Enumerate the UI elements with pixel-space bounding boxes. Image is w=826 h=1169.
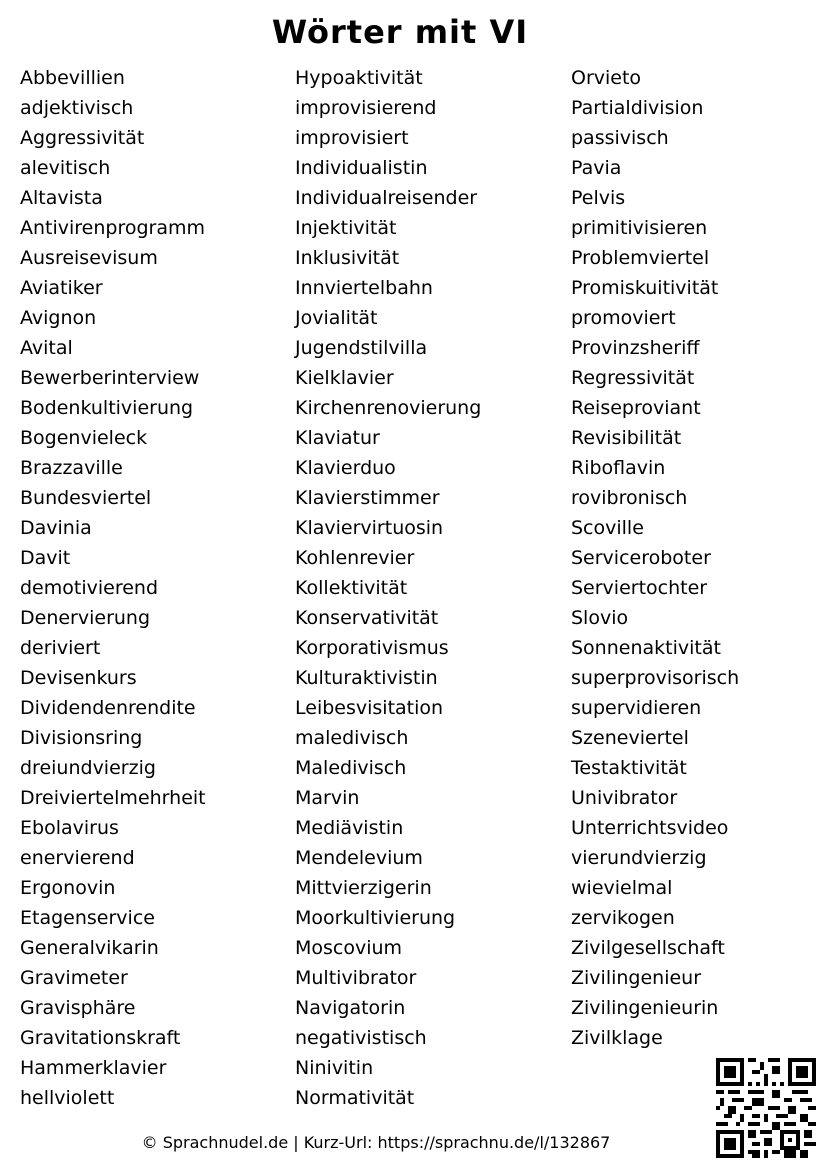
word-item: Devisenkurs [20, 667, 137, 689]
word-item: Unterrichtsvideo [571, 817, 729, 839]
word-column-2 [295, 63, 481, 1113]
word-item: Avital [20, 337, 73, 359]
word-item: Regressivität [571, 367, 695, 389]
word-item: Revisibilität [571, 427, 682, 449]
word-item: Bogenvieleck [20, 427, 148, 449]
word-item: Normativität [295, 1087, 415, 1109]
word-item: Kulturaktivistin [295, 667, 438, 689]
word-item: Mediävistin [295, 817, 404, 839]
word-item: improvisierend [295, 97, 437, 119]
word-item: Hammerklavier [20, 1057, 167, 1079]
word-item: Denervierung [20, 607, 151, 629]
word-item: Injektivität [295, 217, 397, 239]
word-item: Riboflavin [571, 457, 666, 479]
word-item: demotivierend [20, 577, 159, 599]
word-item: Bewerberinterview [20, 367, 200, 389]
word-item: vierundvierzig [571, 847, 707, 869]
word-item: Serviertochter [571, 577, 708, 599]
word-item: negativistisch [295, 1027, 427, 1049]
word-item: Innviertelbahn [295, 277, 433, 299]
word-item: Multivibrator [295, 967, 417, 989]
word-item: Orvieto [571, 67, 642, 89]
word-item: supervidieren [571, 697, 702, 719]
word-item: Klaviervirtuosin [295, 517, 444, 539]
word-item: Testaktivität [571, 757, 687, 779]
word-item: Gravitationskraft [20, 1027, 181, 1049]
word-item: Zivilingenieurin [571, 997, 719, 1019]
word-item: Inklusivität [295, 247, 400, 269]
word-item: wievielmal [571, 877, 673, 899]
word-item: Maledivisch [295, 757, 407, 779]
word-item: Brazzaville [20, 457, 123, 479]
word-item: Gravisphäre [20, 997, 136, 1019]
word-item: Scoville [571, 517, 644, 539]
word-item: Bodenkultivierung [20, 397, 194, 419]
word-item: dreiundvierzig [20, 757, 156, 779]
word-item: zervikogen [571, 907, 675, 929]
word-item: hellviolett [20, 1087, 115, 1109]
word-item: superprovisorisch [571, 667, 740, 689]
word-item: Kielklavier [295, 367, 394, 389]
word-item: Univibrator [571, 787, 678, 809]
word-item: primitivisieren [571, 217, 708, 239]
word-item: Mendelevium [295, 847, 423, 869]
word-item: Jugendstilvilla [295, 337, 428, 359]
word-item: Antivirenprogramm [20, 217, 206, 239]
word-item: Zivilklage [571, 1027, 663, 1049]
word-item: Aggressivität [20, 127, 145, 149]
word-item: Klavierstimmer [295, 487, 440, 509]
word-item: Kohlenrevier [295, 547, 415, 569]
word-item: Moorkultivierung [295, 907, 456, 929]
word-item: Abbevillien [20, 67, 125, 89]
word-item: promoviert [571, 307, 676, 329]
word-item: deriviert [20, 637, 101, 659]
word-item: Klavierduo [295, 457, 396, 479]
word-item: maledivisch [295, 727, 409, 749]
word-item: Navigatorin [295, 997, 406, 1019]
word-item: Mittvierzigerin [295, 877, 432, 899]
word-item: Aviatiker [20, 277, 103, 299]
word-item: Zivilgesellschaft [571, 937, 725, 959]
word-item: alevitisch [20, 157, 111, 179]
word-column-1 [20, 63, 206, 1113]
word-item: Zivilingenieur [571, 967, 702, 989]
footer-credit: © Sprachnudel.de | Kurz-Url: https://sprachnu.de/l/132867 [141, 1133, 611, 1152]
word-item: adjektivisch [20, 97, 134, 119]
word-item: Sonnenaktivität [571, 637, 721, 659]
word-item: Promiskuitivität [571, 277, 719, 299]
word-item: enervierend [20, 847, 135, 869]
word-item: rovibronisch [571, 487, 688, 509]
word-item: Individualistin [295, 157, 428, 179]
word-item: Kirchenrenovierung [295, 397, 482, 419]
word-item: Davinia [20, 517, 92, 539]
word-item: Individualreisender [295, 187, 478, 209]
word-item: Klaviatur [295, 427, 380, 449]
word-item: Gravimeter [20, 967, 128, 989]
word-item: Generalvikarin [20, 937, 159, 959]
word-item: Marvin [295, 787, 360, 809]
word-item: Pelvis [571, 187, 626, 209]
word-item: Ausreisevisum [20, 247, 158, 269]
word-item: Slovio [571, 607, 629, 629]
word-item: Kollektivität [295, 577, 408, 599]
word-item: Altavista [20, 187, 103, 209]
word-item: Moscovium [295, 937, 403, 959]
word-item: improvisiert [295, 127, 409, 149]
word-item: Pavia [571, 157, 622, 179]
word-item: Problemviertel [571, 247, 710, 269]
word-item: Ebolavirus [20, 817, 119, 839]
word-item: Ergonovin [20, 877, 116, 899]
word-item: Serviceroboter [571, 547, 711, 569]
word-item: Etagenservice [20, 907, 155, 929]
word-item: Provinzsheriff [571, 337, 700, 359]
word-item: Bundesviertel [20, 487, 152, 509]
page-title: Wörter mit VI [271, 13, 529, 51]
word-column-3 [571, 63, 739, 1053]
word-item: Divisionsring [20, 727, 143, 749]
word-item: passivisch [571, 127, 669, 149]
word-item: Leibesvisitation [295, 697, 444, 719]
word-item: Dreiviertelmehrheit [20, 787, 206, 809]
word-item: Davit [20, 547, 71, 569]
word-item: Ninivitin [295, 1057, 374, 1079]
word-item: Korporativismus [295, 637, 449, 659]
word-item: Partialdivision [571, 97, 704, 119]
word-item: Reiseproviant [571, 397, 701, 419]
word-item: Avignon [20, 307, 97, 329]
word-item: Szeneviertel [571, 727, 689, 749]
word-item: Jovialität [295, 307, 378, 329]
word-item: Dividendenrendite [20, 697, 196, 719]
word-item: Hypoaktivität [295, 67, 423, 89]
word-item: Konservativität [295, 607, 439, 629]
qr-code-icon [716, 1058, 816, 1158]
